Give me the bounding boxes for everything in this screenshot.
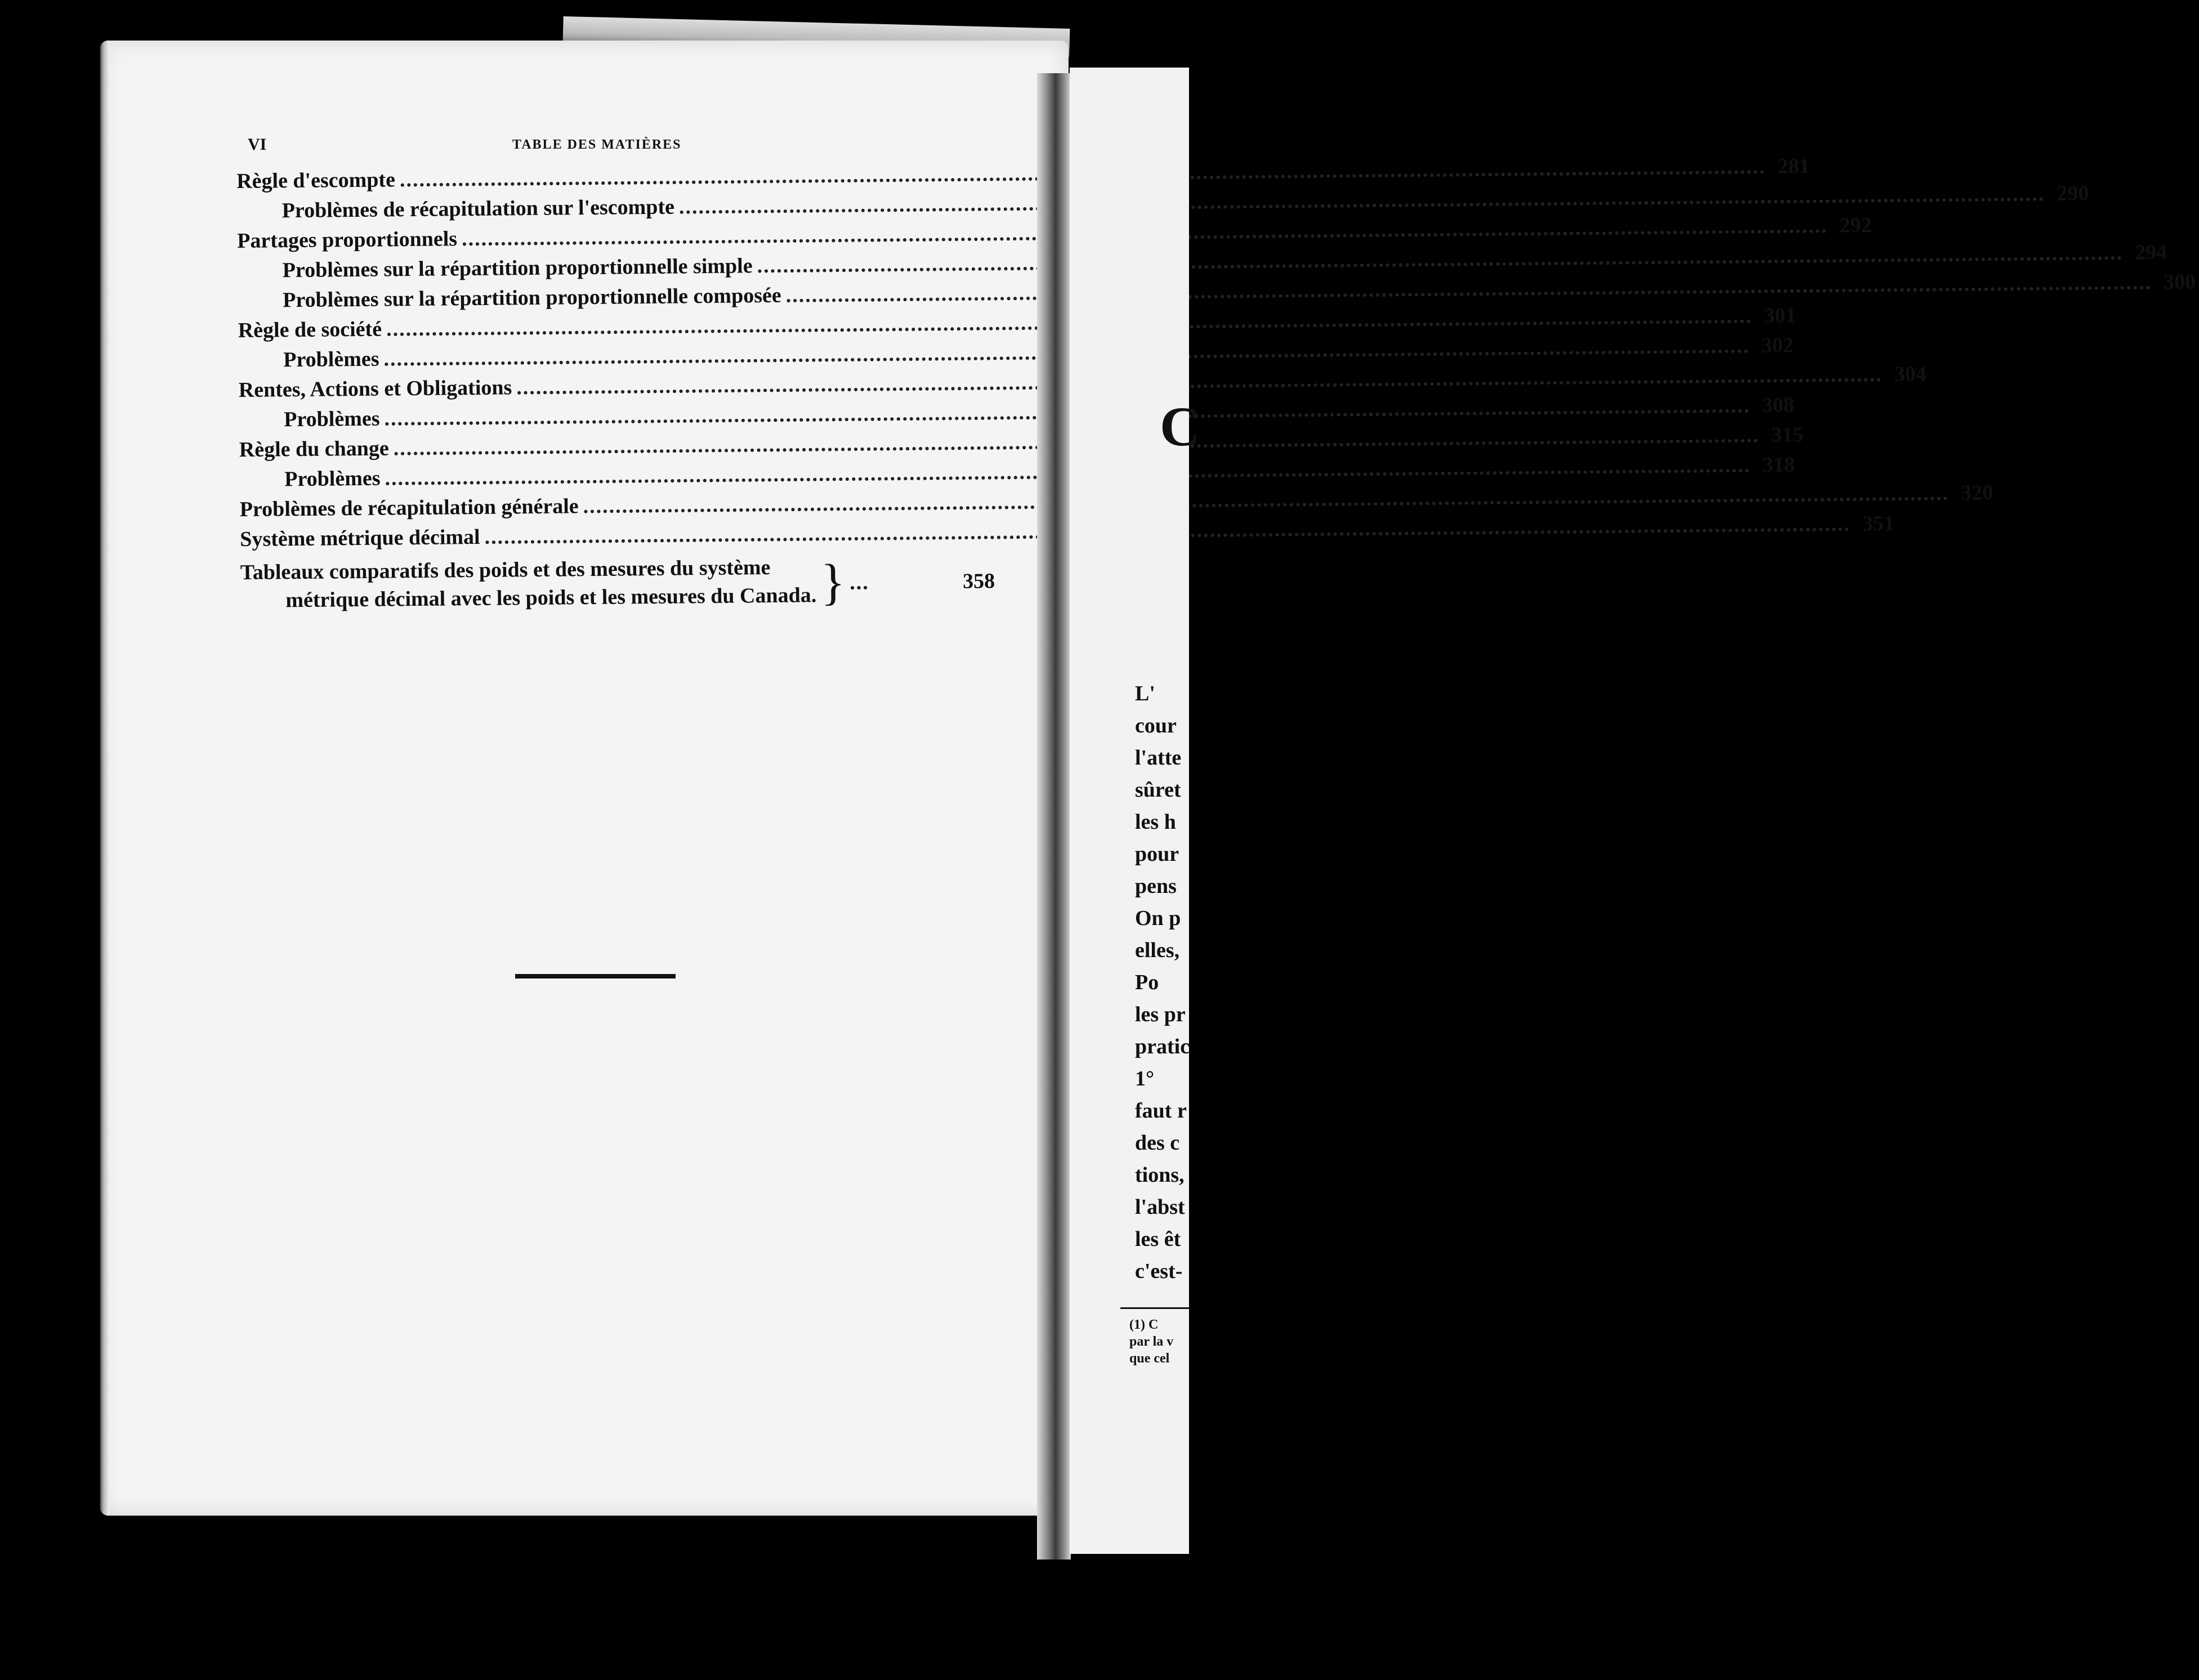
- toc-entry-label: Problèmes de récapitulation générale: [239, 494, 579, 521]
- toc-entry-page: 304: [1894, 362, 1927, 386]
- text-fragment: On p: [1135, 906, 1181, 930]
- toc-entry-label-line2: métrique décimal avec les poids et les mesures du Canada.: [285, 583, 817, 613]
- toc-entry-label: Problèmes: [284, 406, 380, 432]
- text-fragment: des c: [1135, 1131, 1180, 1155]
- text-fragment: les h: [1135, 810, 1176, 834]
- toc-entry-page: 281: [1777, 154, 1810, 178]
- text-fragment: sûret: [1135, 778, 1181, 802]
- footnote-fragment: que cel: [1129, 1351, 1170, 1366]
- text-fragment: faut r: [1135, 1099, 1187, 1123]
- right-page-text-fragments: [1135, 681, 1190, 1291]
- footnote-fragment: (1) C: [1129, 1317, 1159, 1332]
- toc-entry-label: Problèmes de récapitulation sur l'escompte: [281, 195, 675, 223]
- toc-entry-page: 320: [1960, 481, 1994, 505]
- text-fragment: L': [1135, 682, 1155, 705]
- toc-entry-tableaux: [240, 553, 995, 616]
- text-fragment: pour: [1135, 842, 1179, 866]
- toc-entry-page: 318: [1762, 453, 1795, 477]
- footnote-fragment: par la v: [1129, 1334, 1174, 1349]
- toc-entry-label: Système métrique décimal: [240, 525, 480, 551]
- text-fragment: pens: [1135, 874, 1177, 898]
- text-fragment: l'atte: [1135, 746, 1182, 770]
- book-gutter: [1037, 73, 1071, 1560]
- text-fragment: 1°: [1135, 1067, 1155, 1091]
- toc-entry-label: [240, 555, 817, 616]
- table-of-contents: [236, 154, 2196, 616]
- brace-glyph: }: [820, 554, 846, 611]
- left-page-edge: [100, 41, 109, 1516]
- toc-entry-label: Règle du change: [239, 436, 389, 462]
- toc-entry-page: 302: [1761, 333, 1794, 358]
- toc-entry-page: 351: [1862, 511, 1895, 536]
- text-fragment: c'est-: [1135, 1259, 1183, 1283]
- toc-entry-label: Règle de société: [238, 317, 382, 342]
- toc-entry-page: 358: [962, 569, 995, 593]
- text-fragment: elles,: [1135, 939, 1180, 962]
- footnote-rule: [1120, 1307, 1189, 1309]
- text-fragment: pratic: [1135, 1035, 1190, 1058]
- toc-entry-page: 290: [2057, 181, 2089, 205]
- toc-entry-page: 292: [1839, 213, 1872, 238]
- running-head: [248, 135, 1036, 158]
- end-rule: [515, 974, 676, 978]
- toc-entry-page: 315: [1771, 423, 1804, 447]
- toc-entry-page: 294: [2134, 240, 2167, 265]
- page-number: VI: [248, 135, 267, 154]
- toc-entry-label: Problèmes: [283, 347, 379, 372]
- right-page-heading-fragment: C: [1160, 395, 1201, 458]
- toc-entry-label-line1: Tableaux comparatifs des poids et des mesures du système: [240, 555, 771, 584]
- text-fragment: l'abst: [1135, 1195, 1185, 1219]
- toc-entry-label: Problèmes: [284, 466, 381, 492]
- dot-leader: ...: [850, 570, 869, 595]
- toc-entry-page: 301: [1764, 303, 1796, 328]
- text-fragment: Po: [1135, 971, 1159, 994]
- right-page-footnote-fragments: [1129, 1317, 1173, 1368]
- running-head-title: TABLE DES MATIÈRES: [512, 137, 682, 152]
- text-fragment: tions,: [1135, 1163, 1185, 1187]
- toc-entry-label: Partages proportionnels: [237, 227, 458, 253]
- toc-entry-page: 308: [1762, 393, 1795, 418]
- text-fragment: cour: [1135, 714, 1177, 738]
- toc-entry-label: Rentes, Actions et Obligations: [238, 376, 512, 402]
- text-fragment: les pr: [1135, 1003, 1186, 1026]
- text-fragment: les êt: [1135, 1227, 1181, 1251]
- toc-entry-label: Problèmes sur la répartition proportionnelle simple: [282, 254, 753, 283]
- toc-entries: [236, 154, 2196, 557]
- toc-entry-label: Règle d'escompte: [236, 168, 396, 193]
- toc-entry-page: 300: [2163, 270, 2196, 294]
- toc-entry-label: Problèmes sur la répartition proportionnelle composée: [283, 283, 781, 312]
